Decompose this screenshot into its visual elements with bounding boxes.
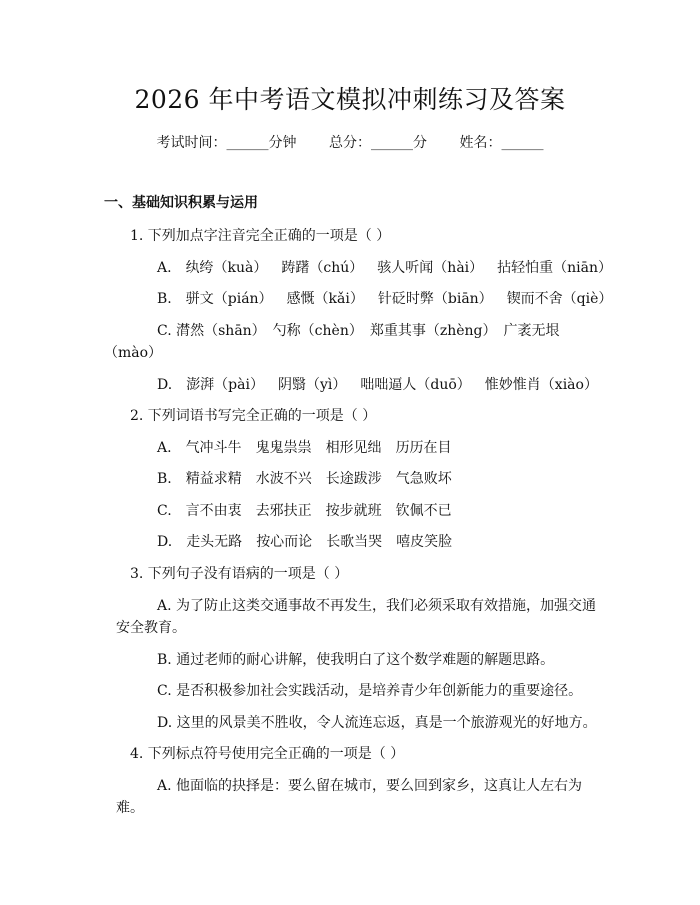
option-letter: D. — [157, 534, 173, 550]
question-1-option-d — [157, 374, 612, 394]
option-item: 感慨（kǎi） — [286, 291, 364, 307]
option-item: 阴翳（yì） — [277, 377, 347, 393]
option-item: 按心而论 — [256, 534, 313, 550]
option-letter: B. — [157, 471, 172, 487]
option-item: 相形见绌 — [325, 440, 382, 456]
option-item: 针砭时弊（biān） — [377, 291, 493, 307]
question-3-option-d: D. 这里的风景美不胜收，令人流连忘返，真是一个旅游观光的好地方。 — [157, 715, 597, 731]
question-1-option-b — [157, 288, 626, 308]
question-2-stem: 2. 下列词语书写完全正确的一项是（ ） — [130, 408, 377, 424]
question-4-option-a-line2: 难。 — [116, 800, 144, 816]
option-item: 水波不兴 — [255, 471, 312, 487]
section-title: 一、基础知识积累与运用 — [104, 195, 258, 211]
option-letter: A. — [157, 440, 172, 456]
option-item: 纨绔（kuà） — [185, 260, 268, 276]
option-item: 拈轻怕重（niān） — [497, 260, 612, 276]
option-item: 澎湃（pài） — [186, 377, 264, 393]
option-item: 精益求精 — [185, 471, 242, 487]
exam-score: 总分：______分 — [329, 135, 427, 151]
exam-info — [0, 132, 700, 152]
option-item: 惟妙惟肖（xiào） — [484, 377, 598, 393]
option-item: 咄咄逼人（duō） — [360, 377, 471, 393]
student-name: 姓名：______ — [459, 135, 544, 151]
option-letter: A. — [157, 260, 172, 276]
option-item: 长歌当哭 — [326, 534, 383, 550]
question-3-option-b: B. 通过老师的耐心讲解，使我明白了这个数学难题的解题思路。 — [157, 652, 555, 668]
question-2-option-d — [157, 531, 466, 551]
option-item: 长途跋涉 — [325, 471, 382, 487]
question-3-option-c: C. 是否积极参加社会实践活动，是培养青少年创新能力的重要途径。 — [157, 683, 583, 699]
option-item: 钦佩不已 — [395, 503, 452, 519]
option-item: 踌躇（chú） — [281, 260, 364, 276]
option-item: 去邪扶正 — [255, 503, 312, 519]
question-4-option-a-line1: A. 他面临的抉择是：要么留在城市，要么回到家乡，这真让人左右为 — [157, 778, 583, 794]
option-item: 嘻皮笑脸 — [396, 534, 453, 550]
question-1-option-c-line2: （mào） — [104, 345, 163, 361]
question-4-stem: 4. 下列标点符号使用完全正确的一项是（ ） — [130, 746, 405, 762]
exam-time: 考试时间：______分钟 — [156, 135, 297, 151]
option-item: 走头无路 — [186, 534, 243, 550]
option-item: 历历在目 — [395, 440, 452, 456]
question-3-option-a-line2: 安全教育。 — [116, 620, 186, 636]
option-letter: D. — [157, 377, 173, 393]
question-2-option-a — [157, 437, 466, 457]
option-letter: C. — [157, 503, 172, 519]
option-item: 锲而不舍（qiè） — [506, 291, 613, 307]
question-1-option-c-line1: C. 潸然（shān） 勺称（chèn） 郑重其事（zhèng） 广袤无垠 — [157, 323, 560, 339]
option-item: 按步就班 — [325, 503, 382, 519]
option-item: 言不由衷 — [185, 503, 242, 519]
question-1-stem: 1. 下列加点字注音完全正确的一项是（ ） — [130, 228, 391, 244]
option-item: 骇人听闻（hài） — [377, 260, 484, 276]
option-item: 骈文（pián） — [185, 291, 273, 307]
question-1-option-a — [157, 257, 626, 277]
option-item: 气冲斗牛 — [185, 440, 242, 456]
option-letter: B. — [157, 291, 172, 307]
question-3-option-a-line1: A. 为了防止这类交通事故不再发生，我们必须采取有效措施，加强交通 — [157, 598, 597, 614]
question-3-stem: 3. 下列句子没有语病的一项是（ ） — [130, 566, 349, 582]
page-title: 2026 年中考语文模拟冲刺练习及答案 — [134, 85, 566, 114]
question-2-option-b — [157, 468, 466, 488]
option-item: 鬼鬼祟祟 — [255, 440, 312, 456]
question-2-option-c — [157, 500, 466, 520]
option-item: 气急败坏 — [395, 471, 452, 487]
